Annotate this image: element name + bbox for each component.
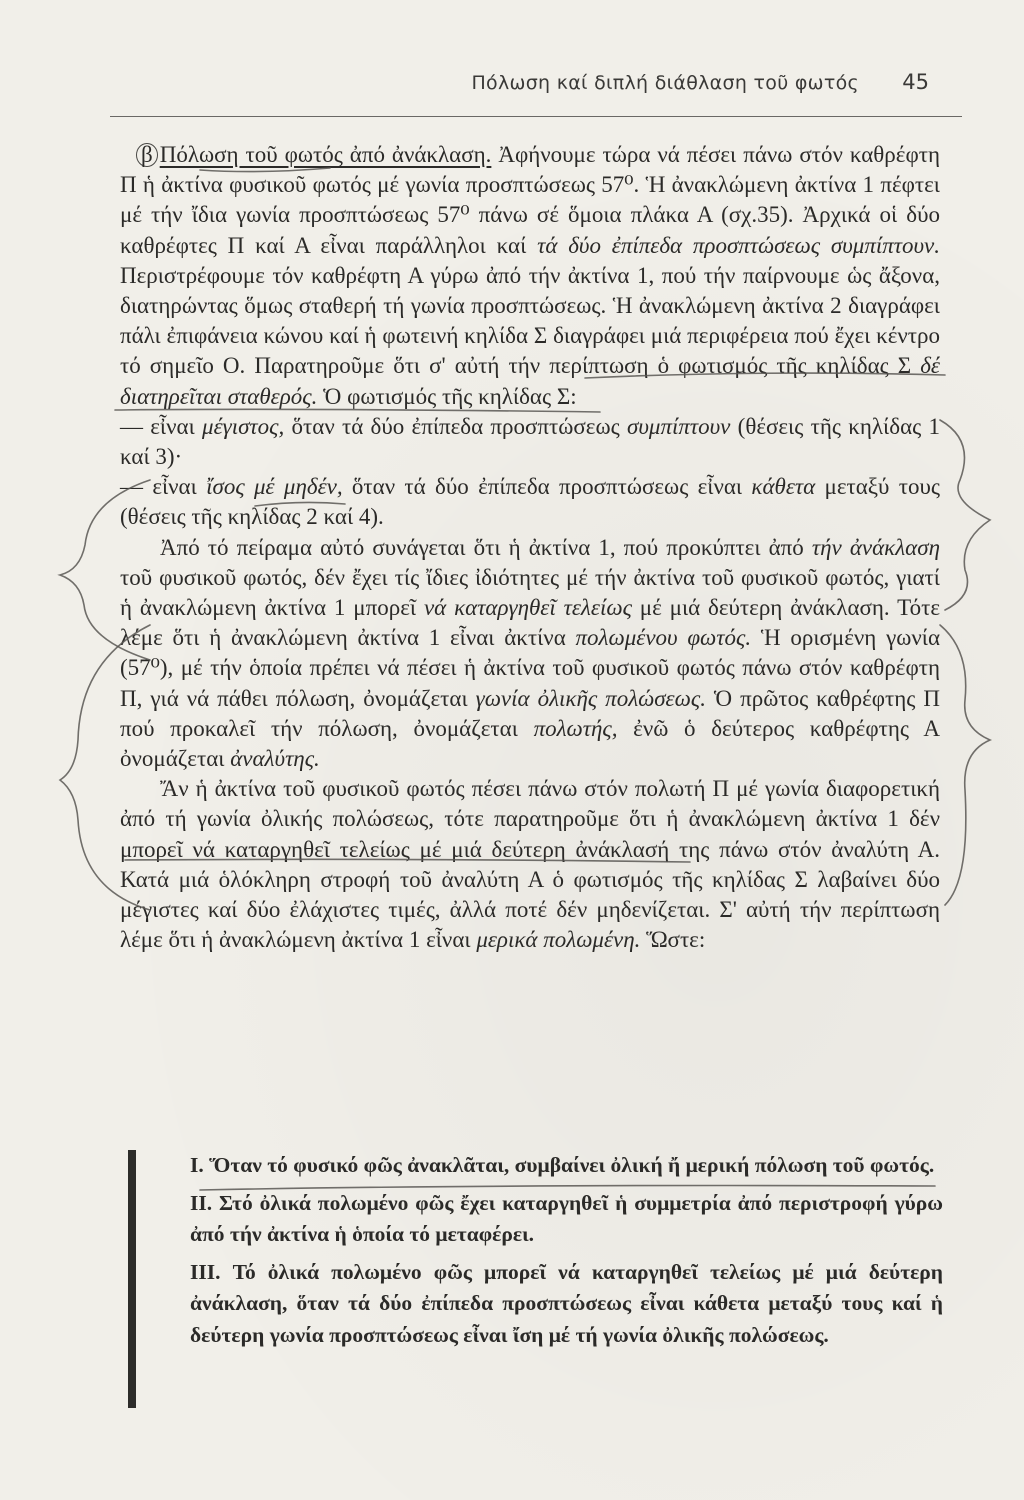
header-rule [110, 116, 962, 117]
text-run: τοῦ φυσικοῦ φωτός, δέν ἔχει τίς ἴδιες ἰδιότητες μέ τήν ἀκτίνα τοῦ φυσικοῦ φωτός, γιατί ἡ ἀνακλώμενη ἀκτίνα 1 μπορεῖ [120, 564, 940, 621]
italic-run: μερικά πολωμένη. [476, 927, 641, 953]
section-title: Πόλωση τοῦ φωτός ἀπό ἀνάκλαση. [159, 142, 492, 167]
dash-item-zero [120, 472, 940, 532]
italic-run: νά καταργηθεῖ τελείως [423, 595, 632, 621]
text-run: μεταξύ τους (θέσεις τῆς κηλίδας 2 καί 4). [120, 474, 940, 530]
law-numeral: I. [190, 1153, 204, 1177]
running-header [110, 70, 929, 104]
laws-margin-bar [128, 1150, 136, 1408]
law-item [138, 1188, 943, 1251]
italic-run: τά δύο ἐπίπεδα προσπτώσεως συμπίπτουν. [537, 232, 940, 258]
italic-run: τήν ἀνάκλαση [811, 534, 940, 560]
paragraph-section-intro [120, 140, 940, 412]
section-marker: β [136, 143, 158, 167]
body-text [120, 140, 940, 955]
text-run: Ἡ ορισμένη γωνία (57⁰), μέ τήν ὁποία πρέπει νά πέσει ἡ ἀκτίνα τοῦ φυσικοῦ φωτός πάνω στόν καθρέφτη Π, γιά νά πάθει πόλωση, ὀνομάζεται [120, 625, 941, 711]
law-text: Ὅταν τό φυσικό φῶς ἀνακλᾶται, συμβαίνει ὀλική ἤ μερική πόλωση τοῦ φωτός. [209, 1153, 935, 1177]
text-run: μέ μιά δεύτερη ἀνάκλαση. Τότε λέμε ὅτι ἡ ἀνακλώμενη ἀκτίνα 1 εἶναι ἀκτίνα [120, 595, 940, 651]
pencil-brace [940, 420, 990, 610]
paragraph-polarization-definition [120, 533, 940, 775]
paragraph-partial-polarization [120, 774, 940, 955]
law-item [138, 1257, 943, 1352]
text-run: Ἄν ἡ ἀκτίνα τοῦ φυσικοῦ φωτός πέσει πάνω στόν πολωτή Π μέ γωνία διαφορετική ἀπό τή γωνία ὀλικής πολώσεως, τότε παρατηροῦμε ὅτι ἡ ἀνακλώμενη ἀκτίνα 1 δέν μπορεῖ νά καταργηθεῖ τελείως μέ μιά δεύτερη ἀνάκλασή της πάνω στόν ἀναλύτη Α. Κατά μιά ὁλόκληρη στροφή τοῦ ἀναλύτη Α ὁ φωτισμός τῆς κηλίδας Σ λαβαίνει δύο μέγιστες καί δύο ἐλάχιστες τιμές, ἀλλά ποτέ δέν μηδενίζεται. Σ' αὐτή τήν περίπτωση λέμε ὅτι ἡ ἀνακλώμενη ἀκτίνα 1 εἶναι [120, 776, 940, 953]
text-run: Ἀπό τό πείραμα αὐτό συνάγεται ὅτι ἡ ἀκτίνα 1, πού προκύπτει ἀπό [160, 534, 812, 560]
text-run: Περιστρέφουμε τόν καθρέφτη Α γύρω ἀπό τήν ἀκτίνα 1, πού τήν παίρνουμε ὡς ἄξονα, διατηρώντας ὅμως σταθερή τή γωνία προσπτώσεως. Ἡ ἀνακλώμενη ἀκτίνα 2 διαγράφει πάλι ἐπιφάνεια κώνου καί ἡ φωτεινή κηλίδα Σ διαγράφει μιά περιφέρεια πού ἔχει κέντρο τό σημεῖο Ο. Παρατηροῦμε ὅτι σ' αὐτή τήν περίπτωση ὁ φωτισμός τῆς κηλίδας Σ [120, 262, 940, 379]
law-item [138, 1150, 943, 1182]
text-run: Ὁ πρῶτος καθρέφτης Π πού προκαλεῖ τήν πόλωση, ὀνομάζεται [120, 685, 940, 741]
law-numeral: III. [190, 1259, 221, 1284]
text-run: — εἶναι [120, 474, 207, 500]
italic-run: συμπίπτουν [627, 413, 731, 439]
running-title: Πόλωση καί διπλή διάθλαση τοῦ φωτός [471, 72, 859, 94]
italic-run: πολωμένου φωτός. [575, 625, 752, 651]
laws-box [138, 1150, 943, 1358]
text-run: (θέσεις τῆς κηλίδας 1 καί 3)· [120, 413, 940, 470]
law-text: Τό ὀλικά πολωμένο φῶς μπορεῖ νά καταργηθεῖ τελείως μέ μιά δεύτερη ἀνάκλαση, ὅταν τά δύο ἐπίπεδα προσπτώσεως εἶναι κάθετα μεταξύ τους καί ἡ δεύτερη γωνία προσπτώσεως εἶναι ἴση μέ τή γωνία ὀλικῆς πολώσεως. [190, 1259, 944, 1347]
text-run: Ἀφήνουμε τώρα νά πέσει πάνω στόν καθρέφτη Π ἡ ἀκτίνα φυσικοῦ φωτός μέ γωνία προσπτώσεως 57⁰. Ἡ ἀνακλώμενη ἀκτίνα 1 πέφτει μέ τήν ἴδια γωνία προσπτώσεως 57⁰ πάνω σέ ὅμοια πλάκα Α (σχ.35). Ἀρχικά οἱ δύο καθρέφτες Π καί Α εἶναι παράλληλοι καί [120, 142, 940, 258]
dash-item-maximum [120, 412, 940, 472]
italic-run: γωνία ὀλικῆς πολώσεως. [475, 685, 706, 711]
italic-run: κάθετα [751, 474, 816, 500]
text-run: Ὁ φωτισμός τῆς κηλίδας Σ: [317, 383, 577, 409]
italic-run: ἀναλύτης. [230, 746, 320, 772]
pencil-brace [940, 625, 990, 905]
text-run: ὅταν τά δύο ἐπίπεδα προσπτώσεως εἶναι [342, 474, 752, 500]
law-numeral: II. [190, 1190, 213, 1215]
text-run: ἐνῶ ὁ δεύτερος καθρέφτης Α ὀνομάζεται [120, 715, 941, 772]
text-run: — εἶναι [120, 413, 203, 439]
text-run: ὅταν τά δύο ἐπίπεδα προσπτώσεως [284, 413, 627, 439]
text-run: Ὥστε: [640, 927, 706, 953]
italic-run: ἴσος μέ μηδέν, [206, 474, 343, 500]
law-text: Στό ὀλικά πολωμένο φῶς ἔχει καταργηθεῖ ἡ συμμετρία ἀπό περιστροφή γύρω ἀπό τήν ἀκτίνα ἡ ὁποία τό μεταφέρει. [190, 1190, 944, 1247]
page-number: 45 [902, 70, 929, 94]
italic-run: δέ διατηρεῖται σταθερός. [120, 353, 940, 409]
italic-run: μέγιστος, [202, 413, 285, 439]
italic-run: πολωτής, [533, 715, 618, 741]
